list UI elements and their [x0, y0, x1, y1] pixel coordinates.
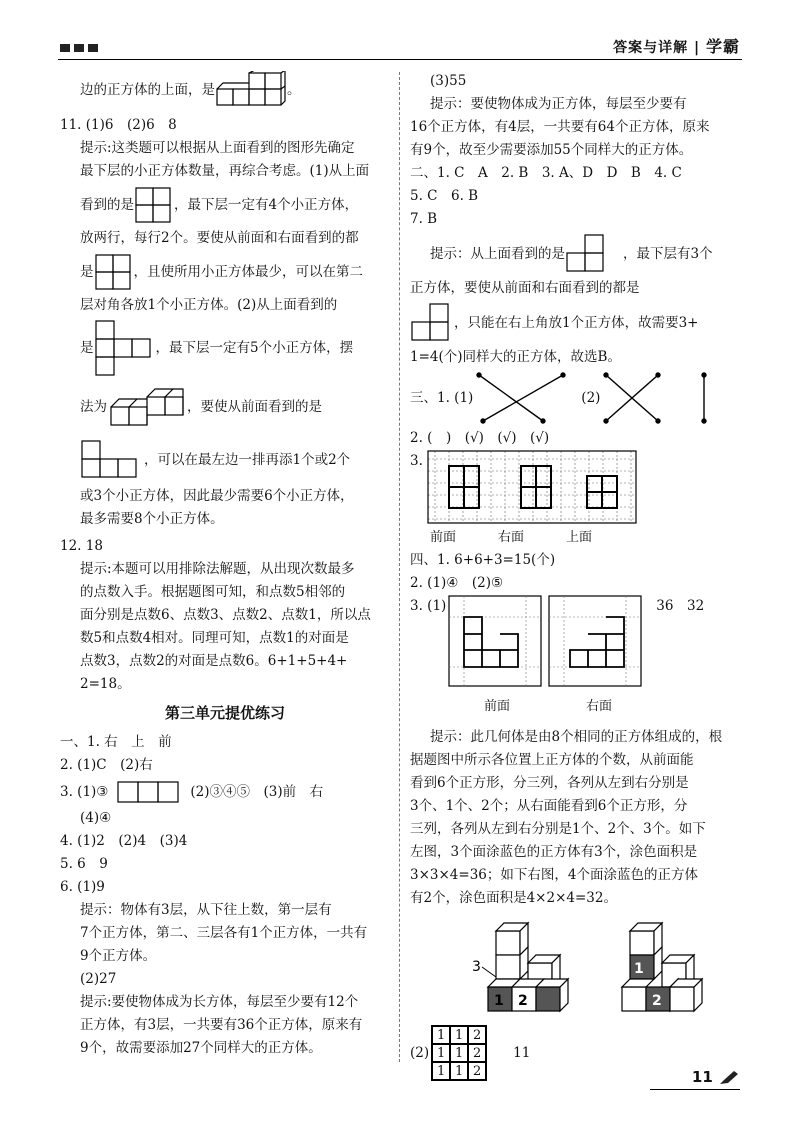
header-decoration: [60, 44, 98, 52]
answer-line: (4)④: [80, 810, 112, 826]
answer-line: 3. (1): [410, 598, 447, 614]
answer-line: 5. C 6. B: [410, 188, 479, 204]
header-separator: |: [693, 40, 701, 56]
top-view-figure: [565, 233, 623, 275]
column-divider: [399, 72, 400, 1062]
hint-line: 9个，故需要添加27个同样大的正方体。: [80, 1040, 322, 1056]
hint-line: 2=18。: [80, 676, 131, 692]
answer-values: 36 32: [656, 598, 705, 614]
page-header: [613, 34, 740, 57]
hint-line: ，最下层一定有4个小正方体，: [174, 196, 359, 213]
grid-cell: 1: [432, 1026, 450, 1044]
front-view-grid: [448, 595, 542, 687]
left-column: [60, 70, 390, 1060]
grid-cell: 1: [432, 1062, 450, 1080]
hint-line: 据题图中所示各位置上正方体的个数，从前面能: [410, 752, 694, 768]
hint-line: ，最下层一定有5个小正方体，摆: [155, 339, 354, 356]
hint-line: 最下层的小正方体数量，再综合考虑。(1)从上面: [80, 163, 370, 179]
hint-line: 提示:本题可以用排除法解题，从出现次数最多: [80, 561, 355, 577]
hint-line: 3个、1个、2个；从右面能看到6个正方形，分: [410, 798, 688, 814]
hint-line: 层对角各放1个小正方体。(2)从上面看到的: [80, 297, 338, 313]
hint-line: 是: [80, 339, 94, 356]
cube-number: 2: [518, 993, 528, 1009]
answer-line: 四、1. 6+6+3=15(个): [410, 552, 556, 568]
square-2x2-figure: [94, 253, 134, 291]
matching-lines-figure: [600, 371, 720, 425]
grid-cell: 1: [432, 1044, 450, 1062]
answer-line: 4. (1)2 (2)4 (3)4: [60, 833, 188, 849]
answer-line: 6. (1)9: [60, 879, 105, 895]
hint-line: 是: [80, 263, 94, 280]
answer-line: 2. (1)④ (2)⑤: [410, 575, 504, 591]
grid-cell: 2: [468, 1044, 486, 1062]
right-view-grid: [548, 595, 642, 687]
cube-label: 3: [472, 959, 481, 975]
painted-cubes-left: [470, 917, 590, 1021]
answer-line: (2): [581, 389, 601, 406]
answer-line: 二、1. C A 2. B 3. A、D D B 4. C: [410, 165, 682, 181]
hint-line: ，只能在右上角放1个正方体，故需要3+: [454, 314, 699, 331]
header-title: 答案与详解: [613, 40, 689, 56]
hint-line: ，且使所用小正方体最少，可以在第二: [133, 263, 363, 280]
hint-line: 正方体，有3层，一共要有36个正方体，原来有: [80, 1017, 363, 1033]
square-2x2-figure: [134, 186, 174, 224]
page-number: 11: [691, 1068, 713, 1086]
hint-line: 左图，3个面涂蓝色的正方体有3个，涂色面积是: [410, 844, 698, 860]
hint-line: 提示：物体有3层，从下往上数，第一层有: [80, 902, 332, 918]
hint-line: 提示：要使物体成为正方体，每层至少要有: [430, 96, 687, 112]
front-view-figure: [410, 302, 454, 344]
answer-line: 5. 6 9: [60, 856, 108, 872]
right-column: [410, 70, 742, 1084]
hint-line: 面分别是点数6、点数3、点数2、点数1，所以点: [80, 607, 371, 623]
hint-line: 正方体，要使从前面和右面看到的都是: [410, 280, 640, 296]
number-grid: [431, 1025, 487, 1081]
t-shape-figure: [94, 319, 156, 377]
hint-line: ，最下层有3个: [623, 245, 713, 262]
hint-line: 看到的是: [80, 196, 134, 213]
answer-line: 11. (1)6 (2)6 8: [60, 117, 177, 133]
hint-line: 放两行，每行2个。要使从前面和右面看到的都: [80, 230, 359, 246]
painted-cubes-right: [610, 917, 720, 1021]
cube-number: 1: [494, 993, 504, 1009]
answer-value: 11: [513, 1044, 531, 1061]
hint-line: 提示:要使物体成为长方体，每层至少要有12个: [80, 994, 359, 1010]
section-title: 第三单元提优练习: [164, 704, 285, 722]
answer-line: 3.: [410, 453, 423, 469]
grid-cell: 1: [450, 1044, 468, 1062]
hint-line: 三列，各列从左到右分别是1个、2个、3个。如下: [410, 821, 706, 837]
hint-line: 1=4(个)同样大的正方体，故选B。: [410, 349, 621, 365]
cube-number: 2: [652, 993, 662, 1009]
hint-line: 点数3，点数2的对面是点数6。6+1+5+4+: [80, 653, 348, 669]
answer-line: 2. (1)C (2)右: [60, 757, 153, 773]
hint-line: 3×3×4=36；如下右图，4个面涂蓝色的正方体: [410, 867, 698, 883]
hint-line: 法为: [80, 398, 107, 415]
caption-front: 前面: [430, 530, 457, 545]
hint-line: 提示:这类题可以根据从上面看到的图形先确定: [80, 140, 355, 156]
hint-line: 提示：此几何体是由8个相同的正方体组成的，根: [430, 729, 723, 745]
hint-line: ，要使从前面看到的是: [187, 398, 322, 415]
cube-stack-figure: [215, 71, 287, 109]
hint-line: 9个正方体。: [80, 948, 157, 964]
cube-arrangement-figure: [107, 385, 187, 429]
answer-line: 一、1. 右 上 前: [60, 734, 172, 750]
header-brand: 学霸: [705, 37, 740, 56]
grid-cell: 2: [468, 1026, 486, 1044]
cube-number: 1: [634, 961, 644, 977]
hint-line: 16个正方体，有4层，一共要有64个正方体，原来: [410, 119, 710, 135]
pencil-icon: [718, 1070, 740, 1086]
three-squares-figure: [116, 780, 182, 804]
matching-lines-figure: [473, 371, 573, 425]
hint-line: 或3个小正方体，因此最少需要6个小正方体，: [80, 488, 354, 504]
answer-line: 三、1. (1): [410, 389, 474, 406]
l-shape-figure: [80, 439, 144, 481]
header-rule: [58, 59, 742, 60]
answer-line: 2. ( ) (√) (√) (√): [410, 430, 550, 446]
caption-right: 右面: [498, 530, 525, 545]
answer-line: (2): [410, 1044, 430, 1061]
page-number-area: [692, 1068, 740, 1086]
grid-cell: 1: [450, 1062, 468, 1080]
hint-line: 7个正方体，第二、三层各有1个正方体，一共有: [80, 925, 368, 941]
text-line: 。: [287, 81, 301, 98]
hint-line: 看到6个正方形，分三列，各列从左到右分别是: [410, 775, 689, 791]
answer-line: (2)27: [80, 971, 117, 987]
hint-line: 的点数入手。根据题图可知，和点数5相邻的: [80, 584, 346, 600]
grid-cell: 2: [468, 1062, 486, 1080]
caption-top: 上面: [566, 530, 593, 545]
hint-line: 数5和点数4相对。同理可知，点数1的对面是: [80, 630, 349, 646]
hint-line: ，可以在最左边一排再添1个或2个: [144, 451, 351, 468]
grid-cell: 1: [450, 1026, 468, 1044]
caption-front: 前面: [484, 699, 511, 714]
answer-line: 7. B: [410, 211, 438, 227]
answer-line: (3)55: [430, 73, 467, 89]
answer-line: (2)③④⑤ (3)前 右: [190, 783, 324, 800]
hint-line: 最多需要8个小正方体。: [80, 511, 224, 527]
hint-line: 有2个，涂色面积是4×2×4=32。: [410, 890, 617, 906]
hint-line: 有9个，故至少需要添加55个同样大的正方体。: [410, 142, 693, 158]
answer-line: 12. 18: [60, 538, 103, 554]
caption-right: 右面: [586, 699, 613, 714]
hint-line: 提示：从上面看到的是: [430, 245, 565, 262]
answer-line: 3. (1)③: [60, 783, 109, 800]
text-line: 边的正方体的上面，是: [80, 81, 215, 98]
footer-rule: [650, 1089, 740, 1090]
view-grid-figure: [427, 450, 647, 524]
